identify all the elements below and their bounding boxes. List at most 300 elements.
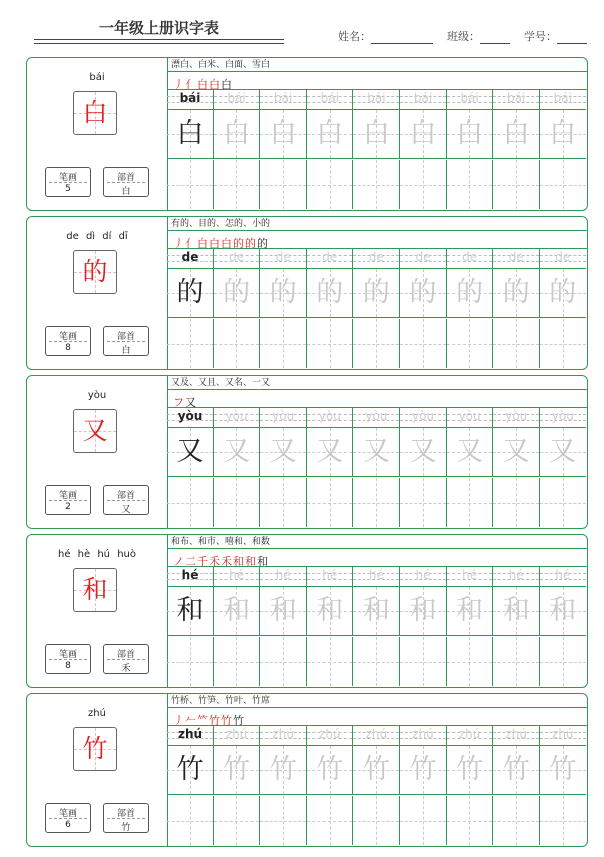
blank-practice-cell[interactable] [167, 796, 214, 845]
tracing-cell[interactable] [540, 746, 587, 795]
pinyin-cell[interactable] [260, 567, 307, 587]
stroke-step: 千 [197, 555, 208, 568]
practice-character: 又 [223, 436, 251, 467]
box-divider [107, 182, 145, 183]
tracing-cell[interactable] [260, 269, 307, 318]
radical-value: 白 [121, 346, 131, 356]
practice-character: 竹 [409, 754, 437, 785]
stroke-step: フ [173, 396, 184, 409]
worksheet-title: 一年级上册识字表 [98, 19, 219, 37]
pinyin-cell[interactable] [167, 408, 214, 428]
blank-practice-cell[interactable] [307, 160, 354, 209]
practice-character: 白 [549, 118, 577, 149]
pinyin-cell[interactable] [167, 726, 214, 746]
blank-practice-cell[interactable] [400, 478, 447, 527]
character-card [26, 375, 588, 529]
blank-practice-cell[interactable] [493, 478, 540, 527]
pinyin-cell[interactable] [540, 249, 587, 269]
main-character: 竹 [82, 734, 108, 763]
pinyin-text: bái [507, 91, 526, 105]
pinyin-cell[interactable] [447, 90, 494, 110]
box-divider [107, 341, 145, 342]
blank-practice-cell[interactable] [307, 478, 354, 527]
practice-character: 和 [409, 595, 437, 626]
pinyin-readings: bái [89, 72, 105, 83]
practice-character: 又 [456, 436, 484, 467]
pinyin-text: bái [413, 91, 433, 105]
stroke-step: 丿 [173, 237, 184, 250]
pinyin-cell[interactable] [307, 249, 354, 269]
practice-character: 的 [456, 277, 484, 308]
stroke-count-box [45, 803, 91, 833]
name-blank[interactable] [371, 32, 433, 44]
pinyin-text: hé [462, 568, 478, 582]
tracing-cell[interactable] [307, 269, 354, 318]
blank-practice-cell[interactable] [540, 160, 587, 209]
pinyin-cell[interactable] [400, 249, 447, 269]
tracing-cell[interactable] [260, 587, 307, 636]
practice-character: 白 [176, 118, 204, 149]
blank-practice-cell[interactable] [167, 319, 214, 368]
pinyin-text: yòu [505, 409, 528, 423]
pinyin-cell[interactable] [540, 90, 587, 110]
practice-character: 竹 [316, 754, 344, 785]
stroke-step: 的 [233, 237, 244, 250]
blank-practice-cell[interactable] [493, 160, 540, 209]
stroke-count-label: 笔画 [58, 491, 77, 501]
main-character: 白 [82, 98, 108, 127]
practice-character: 的 [502, 277, 530, 308]
pinyin-text: yòu [411, 409, 435, 423]
practice-character: 又 [362, 436, 390, 467]
practice-panel [167, 535, 587, 687]
stroke-count-value: 5 [65, 184, 71, 194]
stroke-step: 竹 [233, 714, 244, 727]
blank-practice-cell[interactable] [353, 319, 400, 368]
blank-practice-cell[interactable] [260, 319, 307, 368]
blank-practice-cell[interactable] [400, 796, 447, 845]
pinyin-cell[interactable] [353, 249, 400, 269]
pinyin-text: hé [322, 568, 338, 582]
blank-practice-cell[interactable] [214, 796, 261, 845]
radical-label: 部首 [116, 491, 135, 501]
tracing-cell[interactable] [167, 587, 214, 636]
pinyin-text: bái [179, 91, 201, 105]
student-id-blank[interactable] [557, 32, 587, 44]
pinyin-cell[interactable] [493, 726, 540, 746]
radical-value: 白 [121, 187, 131, 197]
pinyin-text: yòu [177, 409, 203, 423]
tracing-cell[interactable] [353, 110, 400, 159]
practice-character: 白 [269, 118, 297, 149]
stroke-step: 竹 [209, 714, 220, 727]
practice-character: 又 [176, 436, 204, 467]
stroke-step: 的 [245, 237, 256, 250]
blank-practice-cell[interactable] [493, 319, 540, 368]
class-label: 班级： [447, 30, 480, 43]
pinyin-cell[interactable] [400, 567, 447, 587]
pinyin-readings: hé hè hú huò [58, 549, 136, 560]
pinyin-cell[interactable] [447, 726, 494, 746]
pinyin-text: hé [275, 568, 291, 582]
blank-practice-cell[interactable] [353, 160, 400, 209]
example-words: 有的、目的、怎的、小的 [167, 217, 587, 231]
blank-practice-cell[interactable] [307, 319, 354, 368]
tracing-cell[interactable] [447, 110, 494, 159]
pinyin-cell[interactable] [400, 90, 447, 110]
blank-practice-cell[interactable] [447, 796, 494, 845]
title-underline [34, 39, 284, 44]
blank-practice-cell[interactable] [214, 478, 261, 527]
tracing-cell[interactable] [307, 587, 354, 636]
practice-character: 的 [549, 277, 577, 308]
practice-panel [167, 217, 587, 369]
pinyin-cell[interactable] [214, 249, 261, 269]
practice-character: 竹 [549, 754, 577, 785]
pinyin-cell[interactable] [540, 567, 587, 587]
blank-practice-cell[interactable] [260, 160, 307, 209]
tracing-cell[interactable] [540, 428, 587, 477]
radical-box [103, 644, 149, 674]
radical-box [103, 326, 149, 356]
blank-practice-cell[interactable] [260, 796, 307, 845]
stroke-step: ノ [173, 555, 184, 568]
stroke-step: 白 [221, 78, 232, 91]
stroke-order-row [167, 709, 587, 726]
practice-character: 又 [269, 436, 297, 467]
pinyin-text: bái [553, 91, 572, 105]
tracing-cell[interactable] [400, 746, 447, 795]
pinyin-cell[interactable] [353, 726, 400, 746]
tracing-cell[interactable] [353, 587, 400, 636]
pinyin-readings: zhú [88, 708, 106, 719]
practice-character: 又 [316, 436, 344, 467]
tracing-cell[interactable] [493, 746, 540, 795]
pinyin-cell[interactable] [353, 567, 400, 587]
radical-label: 部首 [116, 332, 135, 342]
stroke-count-label: 笔画 [58, 332, 77, 342]
pinyin-text: yòu [365, 409, 388, 423]
stroke-step: 禾 [221, 555, 232, 568]
pinyin-cell[interactable] [167, 249, 214, 269]
practice-character: 的 [409, 277, 437, 308]
pinyin-cell[interactable] [493, 90, 540, 110]
pinyin-cell[interactable] [307, 408, 354, 428]
student-id-label: 学号： [524, 30, 557, 43]
pinyin-cell[interactable] [493, 249, 540, 269]
stroke-count-box [45, 485, 91, 515]
tracing-cell[interactable] [400, 428, 447, 477]
blank-practice-cell[interactable] [493, 796, 540, 845]
character-info-panel [27, 58, 168, 210]
pinyin-text: hé [181, 568, 199, 582]
tracing-cell[interactable] [214, 269, 261, 318]
blank-practice-cell[interactable] [307, 796, 354, 845]
main-character-box [73, 409, 117, 453]
radical-value: 禾 [121, 664, 131, 674]
blank-practice-cell[interactable] [353, 637, 400, 686]
blank-practice-cell[interactable] [353, 478, 400, 527]
pinyin-text: de [508, 250, 524, 264]
radical-label: 部首 [116, 809, 135, 819]
pinyin-cell[interactable] [214, 90, 261, 110]
example-words: 和布、和市、嘻和、和数 [167, 535, 587, 549]
tracing-cell[interactable] [400, 110, 447, 159]
practice-character: 白 [409, 118, 437, 149]
tracing-cell[interactable] [214, 746, 261, 795]
tracing-cell[interactable] [447, 428, 494, 477]
pinyin-text: zhú [552, 727, 574, 741]
pinyin-cell[interactable] [353, 90, 400, 110]
pinyin-text: de [181, 250, 199, 264]
practice-panel [167, 694, 587, 846]
student-fields [338, 28, 587, 44]
pinyin-cell[interactable] [307, 567, 354, 587]
example-words: 竹桥、竹笋、竹叶、竹席 [167, 694, 587, 708]
practice-character: 竹 [223, 754, 251, 785]
practice-character: 又 [502, 436, 530, 467]
blank-practice-cell[interactable] [447, 637, 494, 686]
practice-character: 竹 [456, 754, 484, 785]
blank-practice-cell[interactable] [493, 637, 540, 686]
writing-grid [167, 249, 587, 369]
pinyin-cell[interactable] [307, 726, 354, 746]
box-divider [107, 818, 145, 819]
stroke-step: 𥫗 [197, 714, 208, 727]
character-card [26, 534, 588, 688]
stroke-step: 丿 [173, 714, 184, 727]
stroke-count-value: 8 [65, 343, 71, 353]
pinyin-text: de [368, 250, 384, 264]
tracing-cell[interactable] [447, 746, 494, 795]
pinyin-text: de [415, 250, 431, 264]
radical-label: 部首 [116, 650, 135, 660]
blank-practice-cell[interactable] [214, 637, 261, 686]
tracing-cell[interactable] [540, 587, 587, 636]
tracing-cell[interactable] [400, 587, 447, 636]
pinyin-cell[interactable] [400, 726, 447, 746]
box-divider [49, 182, 87, 183]
blank-practice-cell[interactable] [540, 637, 587, 686]
main-character: 的 [82, 257, 108, 286]
tracing-cell[interactable] [400, 269, 447, 318]
pinyin-text: bái [367, 91, 386, 105]
blank-practice-cell[interactable] [260, 637, 307, 686]
practice-character: 竹 [502, 754, 530, 785]
tracing-cell[interactable] [307, 428, 354, 477]
blank-practice-cell[interactable] [540, 796, 587, 845]
box-divider [49, 818, 87, 819]
stroke-step: 禾 [209, 555, 220, 568]
pinyin-text: de [229, 250, 245, 264]
pinyin-cell[interactable] [493, 408, 540, 428]
stroke-step: 𠂉 [185, 714, 196, 727]
main-character-box [73, 727, 117, 771]
tracing-cell[interactable] [260, 428, 307, 477]
practice-character: 和 [456, 595, 484, 626]
stroke-count-box [45, 326, 91, 356]
stroke-order-row [167, 232, 587, 249]
blank-practice-cell[interactable] [214, 160, 261, 209]
box-divider [107, 659, 145, 660]
writing-grid [167, 90, 587, 210]
blank-practice-cell[interactable] [167, 637, 214, 686]
pinyin-cell[interactable] [214, 567, 261, 587]
pinyin-cell[interactable] [447, 408, 494, 428]
pinyin-text: de [555, 250, 571, 264]
blank-practice-cell[interactable] [400, 637, 447, 686]
tracing-cell[interactable] [260, 746, 307, 795]
example-words: 漂白、白米、白面、雪白 [167, 58, 587, 72]
tracing-cell[interactable] [493, 110, 540, 159]
tracing-cell[interactable] [167, 269, 214, 318]
practice-character: 的 [223, 277, 251, 308]
pinyin-text: hé [415, 568, 431, 582]
tracing-cell[interactable] [447, 269, 494, 318]
stroke-count-value: 2 [65, 502, 71, 512]
tracing-cell[interactable] [493, 428, 540, 477]
stroke-count-label: 笔画 [58, 650, 77, 660]
blank-practice-cell[interactable] [540, 319, 587, 368]
tracing-cell[interactable] [540, 110, 587, 159]
pinyin-cell[interactable] [260, 90, 307, 110]
radical-value: 又 [121, 505, 131, 515]
stroke-step: 又 [185, 396, 196, 409]
blank-practice-cell[interactable] [260, 478, 307, 527]
tracing-cell[interactable] [167, 746, 214, 795]
practice-panel [167, 376, 587, 528]
practice-character: 的 [316, 277, 344, 308]
pinyin-text: zhú [505, 727, 527, 741]
pinyin-cell[interactable] [447, 249, 494, 269]
stroke-count-value: 6 [65, 820, 71, 830]
blank-practice-cell[interactable] [400, 319, 447, 368]
blank-practice-cell[interactable] [447, 319, 494, 368]
blank-practice-cell[interactable] [167, 478, 214, 527]
pinyin-text: zhú [177, 727, 203, 741]
character-card [26, 216, 588, 370]
stroke-count-label: 笔画 [58, 809, 77, 819]
practice-character: 和 [502, 595, 530, 626]
pinyin-cell[interactable] [400, 408, 447, 428]
practice-character: 的 [176, 277, 204, 308]
tracing-cell[interactable] [353, 269, 400, 318]
stroke-count-label: 笔画 [58, 173, 77, 183]
practice-character: 又 [409, 436, 437, 467]
pinyin-text: zhú [412, 727, 434, 741]
stroke-step: 白 [197, 78, 208, 91]
pinyin-cell[interactable] [540, 408, 587, 428]
box-divider [49, 659, 87, 660]
example-words: 又及、又且、又名、一又 [167, 376, 587, 390]
stroke-step: 竹 [221, 714, 232, 727]
practice-character: 和 [549, 595, 577, 626]
stroke-step: 和 [257, 555, 268, 568]
practice-character: 白 [362, 118, 390, 149]
pinyin-cell[interactable] [260, 726, 307, 746]
tracing-cell[interactable] [214, 428, 261, 477]
pinyin-text: bái [227, 91, 246, 105]
blank-practice-cell[interactable] [307, 637, 354, 686]
pinyin-text: zhú [458, 727, 481, 741]
pinyin-text: bái [320, 91, 339, 105]
pinyin-cell[interactable] [214, 408, 261, 428]
tracing-cell[interactable] [307, 110, 354, 159]
pinyin-cell[interactable] [540, 726, 587, 746]
blank-practice-cell[interactable] [540, 478, 587, 527]
pinyin-cell[interactable] [447, 567, 494, 587]
pinyin-text: de [322, 250, 338, 264]
pinyin-text: yòu [225, 409, 248, 423]
blank-practice-cell[interactable] [447, 160, 494, 209]
character-info-panel [27, 217, 168, 369]
tracing-cell[interactable] [260, 110, 307, 159]
tracing-cell[interactable] [540, 269, 587, 318]
pinyin-text: bái [460, 91, 479, 105]
pinyin-text: zhú [225, 727, 248, 741]
main-character-box [73, 250, 117, 294]
tracing-cell[interactable] [447, 587, 494, 636]
radical-box [103, 167, 149, 197]
pinyin-text: de [462, 250, 478, 264]
stroke-count-box [45, 167, 91, 197]
character-card [26, 693, 588, 847]
tracing-cell[interactable] [307, 746, 354, 795]
practice-character: 白 [502, 118, 530, 149]
writing-grid [167, 408, 587, 528]
blank-practice-cell[interactable] [214, 319, 261, 368]
pinyin-cell[interactable] [307, 90, 354, 110]
tracing-cell[interactable] [214, 110, 261, 159]
tracing-cell[interactable] [493, 587, 540, 636]
tracing-cell[interactable] [353, 746, 400, 795]
radical-label: 部首 [116, 173, 135, 183]
tracing-cell[interactable] [214, 587, 261, 636]
character-info-panel [27, 694, 168, 846]
tracing-cell[interactable] [493, 269, 540, 318]
pinyin-text: zhú [365, 727, 388, 741]
pinyin-cell[interactable] [167, 90, 214, 110]
tracing-cell[interactable] [353, 428, 400, 477]
pinyin-readings: yòu [87, 390, 107, 401]
class-blank[interactable] [480, 32, 510, 44]
practice-character: 和 [316, 595, 344, 626]
radical-box [103, 803, 149, 833]
stroke-step: 白 [209, 237, 220, 250]
pinyin-text: bái [274, 91, 293, 105]
practice-panel [167, 58, 587, 210]
blank-practice-cell[interactable] [400, 160, 447, 209]
pinyin-cell[interactable] [214, 726, 261, 746]
pinyin-cell[interactable] [260, 408, 307, 428]
pinyin-text: de [275, 250, 291, 264]
pinyin-cell[interactable] [493, 567, 540, 587]
radical-value: 竹 [121, 823, 131, 833]
stroke-step: 和 [233, 555, 244, 568]
name-label: 姓名： [338, 30, 371, 43]
blank-practice-cell[interactable] [167, 160, 214, 209]
blank-practice-cell[interactable] [353, 796, 400, 845]
pinyin-cell[interactable] [167, 567, 214, 587]
pinyin-cell[interactable] [353, 408, 400, 428]
pinyin-cell[interactable] [260, 249, 307, 269]
blank-practice-cell[interactable] [447, 478, 494, 527]
tracing-cell[interactable] [167, 110, 214, 159]
stroke-count-value: 8 [65, 661, 71, 671]
tracing-cell[interactable] [167, 428, 214, 477]
stroke-step: 白 [209, 78, 220, 91]
practice-character: 和 [223, 595, 251, 626]
